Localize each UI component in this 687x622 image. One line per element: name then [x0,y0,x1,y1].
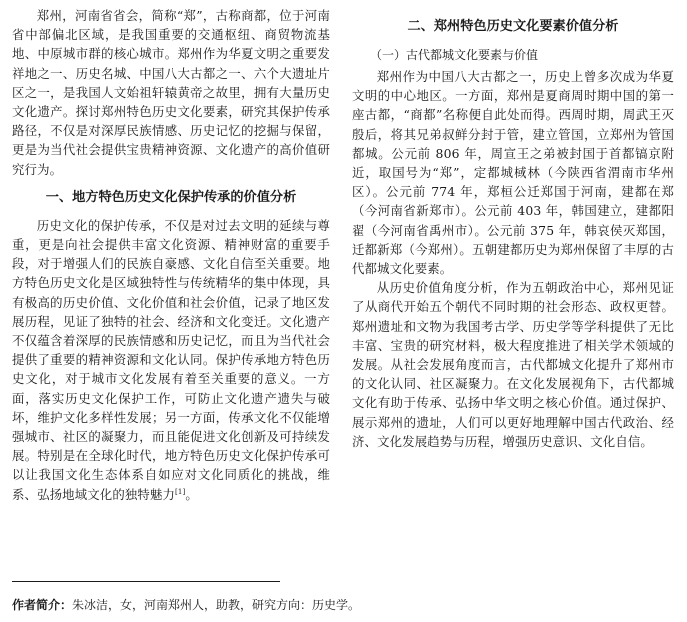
section-2-paragraph-1: 郑州作为中国八大古都之一，历史上曾多次成为华夏文明的中心地区。一方面，郑州是夏商周时期中国的第一座古都，“商都”名称便自此处而得。西周时期，周武王灭殷后，将其兄弟叔鲜分封于管，建立管国，立郑州为管国都城。公元前 806 年，周宣王之弟被封国于首都镐京附近，取国号为“郑”，定都城棫林（今陕西省渭南市华州区）。公元前 774 年，郑桓公迁郑国于河南，建都在郑（今河南省新郑市）。公元前 403 年，韩国建立，建都阳翟（今河南省禹州市）。公元前 375 年，韩哀侯灭郑国，迁都新郑（今郑州）。五朝建都历史为郑州保留了丰厚的古代都城文化要素。 [352,69,674,277]
author-footnote [12,597,360,613]
left-column [12,6,330,504]
section-1-paragraph [12,216,330,504]
right-column [352,6,674,451]
intro-paragraph: 郑州，河南省省会，简称“郑”，古称商都，位于河南省中部偏北区域，是我国重要的交通枢纽、商贸物流基地、中原城市群的核心城市。郑州作为华夏文明之重要发祥地之一、历史名城、中国八大古都之一、六个大遗址片区之一，是我国人文始祖轩辕黄帝之故里，拥有大量历史文化遗产。探讨郑州特色历史文化要素，研究其保护传承路径，不仅是对深厚民族情感、历史记忆的挖掘与保留，更是为当代社会提供宝贵精神资源、文化遗产的高价值研究行为。 [12,8,330,177]
footnote-text: 朱冰洁，女，河南郑州人，助教，研究方向：历史学。 [72,598,361,612]
footnote-label: 作者简介： [12,598,73,612]
section-1-end-punctuation: 。 [185,486,198,502]
section-2-paragraph-2: 从历史价值角度分析，作为五朝政治中心，郑州见证了从商代开始五个朝代不同时期的社会形态、政权更替。郑州遗址和文物为我国考古学、历史学等学科提供了无比丰富、宝贵的研究材料，极大程度推进了相关学术领域的发展。从社会发展角度而言，古代都城文化提升了郑州市的文化认同、社区凝聚力。在文化发展视角下，古代都城文化有助于传承、弘扬中华文明之核心价值。通过保护、展示郑州的遗址，人们可以更好地理解中国古代政治、经济、文化发展趋势与历程，增强历史意识、文化自信。 [352,280,674,449]
citation-marker: [1] [175,487,186,496]
section-1-heading: 一、地方特色历史文化保护传承的价值分析 [45,189,297,205]
section-2-heading: 二、郑州特色历史文化要素价值分析 [407,19,619,34]
section-1-text: 历史文化的保护传承，不仅是对过去文明的延续与尊重，更是向社会提供丰富文化资源、精神财富的重要手段，对于增强人们的民族自豪感、文化自信至关重要。地方特色历史文化是区域独特性与传统精华的集中体现，具有极高的历史价值、文化价值和社会价值，记录了地区发展历程，见证了独特的社会、经济和文化变迁。文化遗产不仅蕴含着深厚的民族情感和历史记忆，而且为当代社会提供了重要的精神资源和文化认同。保护传承地方特色历史文化，对于城市文化发展有着至关重要的意义。一方面，落实历史文化保护工作，可防止文化遗产遗失与破坏，维护文化多样性发展；另一方面，传承文化不仅能增强城市、社区的凝聚力，而且能促进文化创新及可持续发展。特别是在全球化时代，地方特色历史文化保护传承可以让我国文化生态体系自如应对文化同质化的挑战，维系、弘扬地域文化的独特魅力 [12,217,330,502]
footnote-divider [12,581,280,582]
subsection-heading: （一）古代都城文化要素与价值 [370,48,539,62]
